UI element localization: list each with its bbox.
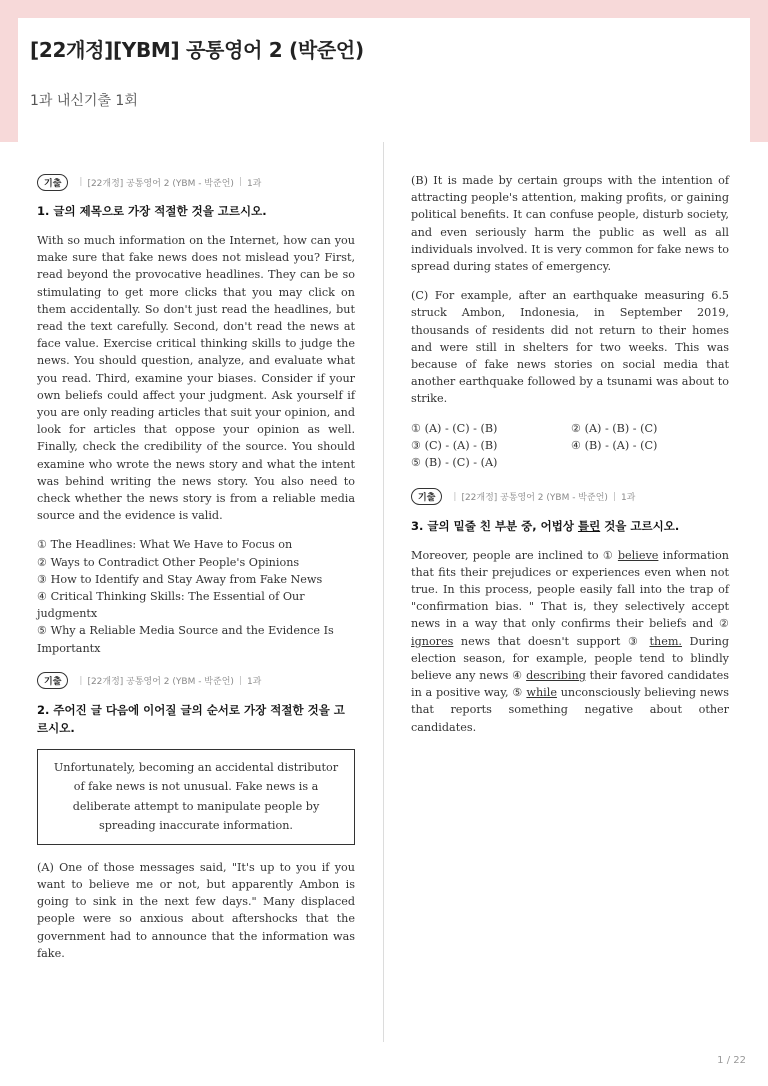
- answer-option[interactable]: ① The Headlines: What We Have to Focus on: [37, 538, 293, 552]
- column-divider: [383, 142, 384, 1042]
- exam-badge: 기출: [411, 488, 442, 505]
- title-text: 것을 고르시오.: [600, 518, 680, 533]
- question-lesson: 1과: [246, 178, 262, 189]
- meta-separator: |: [238, 177, 242, 187]
- page-subtitle: 1과 내신기출 1회: [30, 93, 138, 109]
- passage-text: Moreover, people are inclined to ①: [411, 548, 618, 562]
- answer-option[interactable]: ① (A) - (C) - (B): [411, 421, 498, 435]
- answer-options: [411, 420, 729, 471]
- page-number: 1 / 22: [717, 1055, 746, 1066]
- underlined-choice-2[interactable]: ignores: [411, 634, 454, 648]
- question-meta: [37, 172, 355, 192]
- answer-option[interactable]: ③ How to Identify and Stay Away from Fake News: [37, 572, 323, 586]
- question-lesson: 1과: [620, 493, 636, 504]
- meta-separator: |: [79, 675, 83, 686]
- passage-text: unconsciously believing news that reports something negative about other candidates.: [411, 686, 729, 734]
- answer-option[interactable]: ④ Critical Thinking Skills: The Essential of Our judgmentx: [37, 590, 305, 621]
- passage-text: news that doesn't support ③: [453, 634, 650, 648]
- question-passage: With so much information on the Internet, how can you make sure that fake news does not mislead you? First, read beyond the provocative headlines. They can be so stimulating to get more clicks that you may click on them accidentally. So don't just read the headlines, but read the text carefully. Second, don't read the news at face value. Exercise critical thinking skills to judge the news. You should question, analyze, and evaluate what you read. Third, examine your biases. Consider if your own beliefs could affect your judgment. Ask yourself if you are only reading articles that suit your opinion, and look for articles that oppose your opinion as well. Finally, check the credibility of the source. You should examine who wrote the news story and what the intent was behind writing the news story. You also need to check whether the news story is from a reliable media source and the evidence is valid.: [37, 234, 355, 523]
- underlined-choice-4[interactable]: describing: [526, 669, 586, 683]
- answer-option[interactable]: ② Ways to Contradict Other People's Opinions: [37, 555, 300, 569]
- passage-a: (A) One of those messages said, "It's up to you if you want to believe me or not, but apparently Ambon is going to sink in the next few days." Many displaced people were so anxious about aftershocks that the government had to announce that the information was fake.: [37, 860, 355, 960]
- question-title: 1. 글의 제목으로 가장 적절한 것을 고르시오.: [37, 204, 267, 218]
- underlined-choice-3[interactable]: them.: [649, 634, 682, 648]
- answer-option[interactable]: ④ (B) - (A) - (C): [571, 438, 658, 452]
- left-column: [37, 172, 355, 974]
- title-text: 3. 글의 밑줄 친 부분 중, 어법상: [411, 518, 578, 533]
- meta-separator: |: [453, 491, 457, 502]
- question-passage: [411, 547, 729, 736]
- question-title: [411, 517, 729, 535]
- meta-separator: |: [238, 675, 242, 686]
- question-lesson: 1과: [246, 677, 262, 688]
- answer-options: [37, 536, 355, 656]
- passage-b: (B) It is made by certain groups with the intention of attracting people's attention, making profits, or gaining political benefits. It can confuse people, disturb society, and even seriously harm the public as well as all individuals involved. It is very common for fake news to spread during states of emergency.: [411, 174, 729, 274]
- meta-separator: |: [612, 491, 616, 502]
- passage-text: During election season, for example, people tend to blindly believe any news ④: [411, 634, 730, 683]
- question-meta: [411, 487, 729, 507]
- passage-text: information that fits their prejudices or experiences even when not true. In this process, people easily fall into the trap of "confirmation bias. " That is, they selectively accept news in a way that only confirms their beliefs and ②: [411, 548, 729, 631]
- question-source: [22개정] 공통영어 2 (YBM - 박준언): [461, 493, 608, 504]
- given-sentence-box: Unfortunately, becoming an accidental distributor of fake news is not unusual. Fake news is a deliberate attempt to manipulate people by spreading inaccurate information.: [37, 749, 355, 845]
- question-meta: [37, 671, 355, 691]
- answer-option[interactable]: ② (A) - (B) - (C): [571, 421, 658, 435]
- right-column: [411, 172, 729, 748]
- answer-option[interactable]: ⑤ (B) - (C) - (A): [411, 455, 498, 469]
- exam-badge: 기출: [37, 672, 68, 689]
- meta-separator: |: [79, 177, 83, 187]
- question-source: [22개정] 공통영어 2 (YBM - 박준언): [87, 677, 234, 688]
- underlined-choice-1[interactable]: believe: [617, 548, 659, 562]
- exam-badge: 기출: [37, 174, 68, 191]
- passage-text: their favored candidates in a positive way, ⑤: [411, 669, 730, 700]
- question-source: [22개정] 공통영어 2 (YBM - 박준언): [87, 178, 234, 189]
- question-title: 2. 주어진 글 다음에 이어질 글의 순서로 가장 적절한 것을 고르시오.: [37, 702, 345, 735]
- underlined-choice-5[interactable]: while: [526, 686, 557, 700]
- passage-c: (C) For example, after an earthquake measuring 6.5 struck Ambon, Indonesia, in September 2019, thousands of residents did not return to their homes and were still in shelters for two weeks. This was because of fake news stories on social media that another earthquake followed by a tsunami was about to strike.: [411, 289, 729, 406]
- answer-option[interactable]: ⑤ Why a Reliable Media Source and the Evidence Is Importantx: [37, 624, 334, 655]
- answer-option[interactable]: ③ (C) - (A) - (B): [411, 438, 498, 452]
- page-title: [22개정][YBM] 공통영어 2 (박준언): [30, 38, 364, 62]
- title-underlined: 틀린: [577, 518, 601, 533]
